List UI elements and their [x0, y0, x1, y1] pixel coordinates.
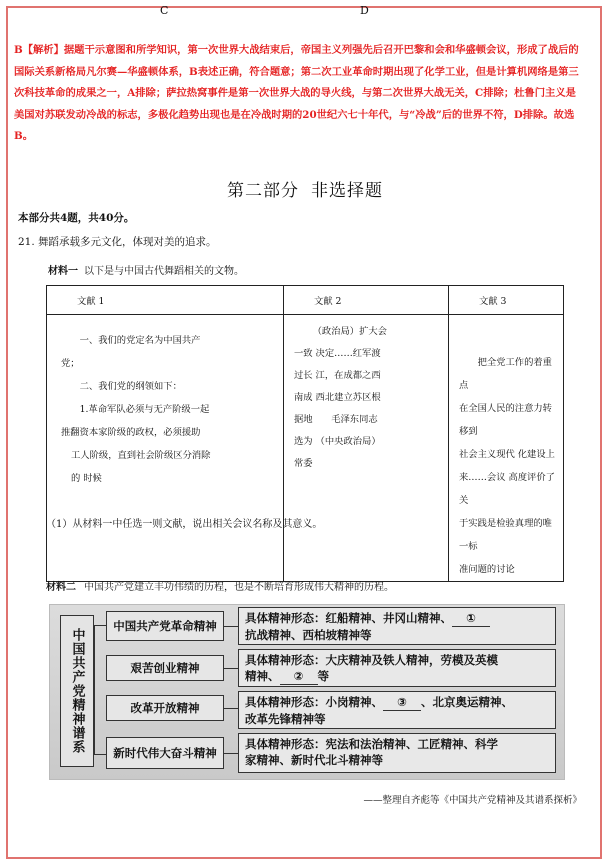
branch-new-era: 新时代伟大奋斗精神 [106, 737, 224, 769]
blank-1[interactable]: ① [452, 610, 490, 627]
question-21: 21. 舞蹈承载多元文化，体现对美的追求。 [18, 236, 217, 248]
part-title: 第二部分 非选择题 [227, 181, 383, 201]
doc3-cell: 把全党工作的着重点 在全国人民的注意力转移到 社会主义现代 化建设上 来……会议 高度评价了关 于实践是检验真理的唯一标 准问题的讨论 [449, 315, 564, 582]
citation: ——整理自齐彪等《中国共产党精神及其谱系探析》 [363, 795, 582, 806]
branch-reform: 改革开放精神 [106, 695, 224, 721]
table-header: 文献 1 [47, 286, 284, 315]
diagram-trunk [94, 625, 106, 755]
branch-revolution: 中国共产党革命精神 [106, 611, 224, 641]
doc2-cell: （政治局）扩大会 一致 决定……红军渡 过长 江，在成都之西 南成 西北建立苏区根 据地 毛泽东同志 选为 （中央政治局） 常委 [284, 315, 449, 582]
spirit-genealogy-diagram [49, 604, 565, 780]
option-d-label: D [360, 4, 369, 17]
sub-question-1: （1）从材料一中任选一则文献，说出相关会议名称及其意义。 [46, 519, 323, 530]
branch-reform-detail: 具体精神形态：小岗精神、 ③ 、北京奥运精神、 改革先锋精神等 [238, 691, 556, 729]
material-1: 材料一 以下是与中国古代舞蹈相关的文物。 [48, 266, 244, 277]
branch-connector [224, 753, 238, 754]
branch-hardwork-detail: 具体精神形态：大庆精神及铁人精神，劳模及英模 精神、 ② 等 [238, 649, 556, 687]
blank-2[interactable]: ② [280, 668, 318, 685]
material-2: 材料二 中国共产党建立丰功伟绩的历程，也是不断培育形成伟大精神的历程。 [46, 582, 394, 593]
diagram-root: 中国共产党精神谱系 [60, 615, 94, 767]
documents-table [46, 285, 564, 582]
part-subtitle: 本部分共4题，共40分。 [18, 212, 135, 224]
branch-revolution-detail: 具体精神形态：红船精神、井冈山精神、 ① 抗战精神、西柏坡精神等 [238, 607, 556, 645]
branch-connector [224, 668, 238, 669]
doc1-cell: 一、我们的党定名为中国共产 党； 二、我们党的纲领如下： 1.革命军队必须与无产阶级一起 推翻资本家阶级的政权，必须援助 工人阶级，直到社会阶级区分消除 的 时候 [47, 315, 284, 582]
table-header: 文献 2 [284, 286, 449, 315]
branch-connector [224, 708, 238, 709]
branch-connector [224, 626, 238, 627]
blank-3[interactable]: ③ [383, 694, 421, 711]
answer-analysis: B【解析】据题干示意图和所学知识，第一次世界大战结束后，帝国主义列强先后召开巴黎和会和华盛顿会议，形成了战后的国际关系新格局凡尔赛—华盛顿体系，B表述正确，符合题意；第二次工业革命时期出现了化学工业，但是计算机网络是第三次科技革命的成果之一，A排除；萨拉热窝事件是第一次世界大战的导火线，与第二次世界大战无关，C排除；杜鲁门主义是美国对苏联发动冷战的标志，多极化趋势出现也是在冷战时期的20世纪六七十年代，与“冷战”后的世界不符，D排除。故选B。 [14, 44, 579, 142]
branch-new-era-detail: 具体精神形态：宪法和法治精神、工匠精神、科学 家精神、新时代北斗精神等 [238, 733, 556, 773]
branch-hardwork: 艰苦创业精神 [106, 655, 224, 681]
table-header: 文献 3 [449, 286, 564, 315]
option-c-label: C [160, 4, 169, 17]
